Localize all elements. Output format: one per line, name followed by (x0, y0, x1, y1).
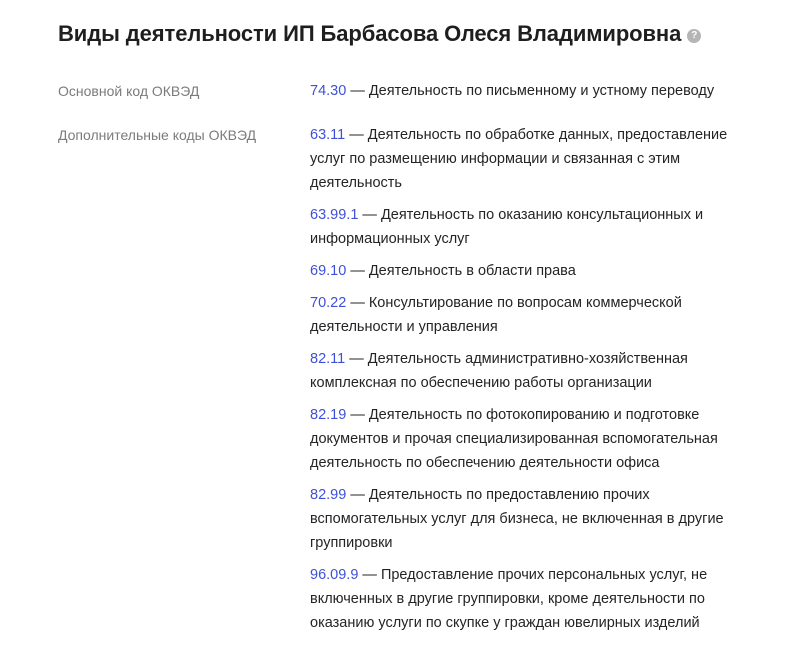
okved-code-link[interactable]: 82.11 (310, 351, 346, 367)
okved-code-link[interactable]: 74.30 (310, 83, 347, 99)
okved-code-link[interactable]: 63.11 (310, 127, 346, 143)
okved-item (310, 483, 750, 555)
okved-description: — Деятельность по письменному и устному переводу (346, 83, 715, 99)
okved-item (310, 291, 750, 339)
okved-description: — Деятельность по оказанию консультационных и информационных услуг (310, 207, 704, 247)
okved-description: — Предоставление прочих персональных услуг, не включенных в другие группировки, кроме деятельности по оказанию услуги по скупке у граждан ювелирных изделий (310, 567, 708, 631)
okved-description: — Деятельность в области права (346, 263, 576, 279)
okved-code-link[interactable]: 63.99.1 (310, 207, 359, 223)
okved-code-link[interactable]: 69.10 (310, 263, 347, 279)
okved-code-link[interactable]: 70.22 (310, 295, 347, 311)
okved-item (310, 79, 750, 103)
okved-description: — Консультирование по вопросам коммерческой деятельности и управления (310, 295, 682, 335)
okved-item (310, 347, 750, 395)
title-row (58, 19, 794, 49)
okved-item (310, 259, 750, 283)
okved-item (310, 123, 750, 195)
main-okved-values (310, 79, 750, 111)
question-circle-icon[interactable]: ? (687, 29, 701, 43)
okved-item (310, 203, 750, 251)
okved-item (310, 403, 750, 475)
page-title: Виды деятельности ИП Барбасова Олеся Владимировна (58, 21, 682, 46)
okved-code-link[interactable]: 82.99 (310, 487, 347, 503)
okved-description: — Деятельность по предоставлению прочих вспомогательных услуг для бизнеса, не включенная в другие группировки (310, 487, 724, 551)
extra-okved-list (310, 123, 750, 643)
okved-item (310, 563, 750, 635)
main-okved-label: Основной код ОКВЭД (58, 83, 200, 99)
okved-description: — Деятельность по обработке данных, предоставление услуг по размещению информации и связанная с этим деятельность (310, 127, 728, 191)
okved-code-link[interactable]: 82.19 (310, 407, 347, 423)
okved-description: — Деятельность административно-хозяйственная комплексная по обеспечению работы организации (310, 351, 688, 391)
okved-description: — Деятельность по фотокопированию и подготовке документов и прочая специализированная вспомогательная деятельность по обеспечению деятельности офиса (310, 407, 718, 471)
okved-code-link[interactable]: 96.09.9 (310, 567, 359, 583)
extra-okved-label: Дополнительные коды ОКВЭД (58, 127, 257, 143)
